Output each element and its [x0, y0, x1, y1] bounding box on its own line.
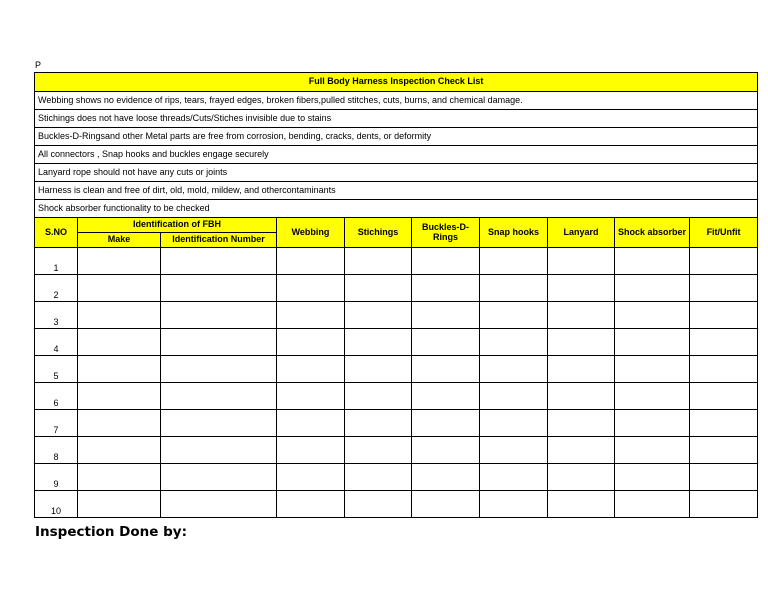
table-cell[interactable] — [345, 356, 412, 383]
table-cell[interactable] — [277, 356, 345, 383]
table-cell[interactable] — [78, 383, 161, 410]
table-cell[interactable] — [161, 464, 277, 491]
table-cell[interactable] — [615, 383, 690, 410]
table-cell[interactable] — [480, 329, 548, 356]
header-shock-absorber: Shock absorber — [615, 218, 690, 248]
table-cell[interactable] — [78, 302, 161, 329]
table-cell[interactable] — [615, 248, 690, 275]
table-cell[interactable] — [277, 491, 345, 518]
table-cell[interactable] — [412, 383, 480, 410]
table-row — [35, 383, 758, 410]
header-make: Make — [78, 233, 161, 248]
header-sno: S.NO — [35, 218, 78, 248]
table-cell[interactable] — [345, 437, 412, 464]
table-cell[interactable] — [161, 275, 277, 302]
table-cell[interactable] — [548, 410, 615, 437]
table-cell[interactable] — [345, 491, 412, 518]
table-cell[interactable] — [412, 275, 480, 302]
table-cell[interactable] — [78, 491, 161, 518]
table-cell[interactable] — [161, 302, 277, 329]
table-cell[interactable] — [161, 383, 277, 410]
table-cell[interactable] — [345, 248, 412, 275]
table-cell[interactable] — [345, 383, 412, 410]
table-cell[interactable] — [548, 464, 615, 491]
table-cell[interactable] — [480, 410, 548, 437]
table-cell[interactable] — [78, 248, 161, 275]
checklist-item: Shock absorber functionality to be checked — [35, 200, 758, 218]
table-cell[interactable] — [78, 410, 161, 437]
table-cell[interactable] — [690, 464, 758, 491]
table-cell[interactable] — [548, 491, 615, 518]
table-cell[interactable] — [277, 275, 345, 302]
inspection-done-by-label: Inspection Done by: — [35, 524, 187, 540]
table-cell[interactable] — [690, 275, 758, 302]
table-row — [35, 437, 758, 464]
table-row — [35, 410, 758, 437]
table-cell[interactable] — [690, 302, 758, 329]
row-number: 7 — [35, 410, 78, 437]
table-cell[interactable] — [161, 356, 277, 383]
table-cell[interactable] — [480, 464, 548, 491]
table-cell[interactable] — [615, 464, 690, 491]
table-cell[interactable] — [78, 275, 161, 302]
checklist-title: Full Body Harness Inspection Check List — [35, 73, 758, 92]
table-cell[interactable] — [690, 383, 758, 410]
table-cell[interactable] — [412, 329, 480, 356]
table-cell[interactable] — [412, 410, 480, 437]
table-row — [35, 356, 758, 383]
table-cell[interactable] — [161, 410, 277, 437]
table-cell[interactable] — [161, 329, 277, 356]
table-row — [35, 302, 758, 329]
table-cell[interactable] — [615, 437, 690, 464]
table-cell[interactable] — [690, 437, 758, 464]
table-cell[interactable] — [615, 329, 690, 356]
row-number: 10 — [35, 491, 78, 518]
table-cell[interactable] — [161, 491, 277, 518]
checklist-item: Stichings does not have loose threads/Cuts/Stiches invisible due to stains — [35, 110, 758, 128]
row-number: 9 — [35, 464, 78, 491]
table-cell[interactable] — [345, 410, 412, 437]
table-row — [35, 464, 758, 491]
header-id-number: Identification Number — [161, 233, 277, 248]
table-row — [35, 248, 758, 275]
table-cell[interactable] — [690, 491, 758, 518]
table-cell[interactable] — [548, 302, 615, 329]
page-marker: P — [35, 60, 42, 70]
table-cell[interactable] — [690, 248, 758, 275]
table-cell[interactable] — [78, 437, 161, 464]
inspection-checklist-table — [34, 72, 758, 518]
table-row — [35, 491, 758, 518]
table-cell[interactable] — [345, 302, 412, 329]
table-cell[interactable] — [277, 329, 345, 356]
table-cell[interactable] — [161, 437, 277, 464]
table-cell[interactable] — [345, 464, 412, 491]
table-cell[interactable] — [480, 356, 548, 383]
table-cell[interactable] — [277, 437, 345, 464]
table-cell[interactable] — [615, 410, 690, 437]
table-cell[interactable] — [412, 437, 480, 464]
table-cell[interactable] — [615, 302, 690, 329]
row-number: 5 — [35, 356, 78, 383]
table-cell[interactable] — [345, 329, 412, 356]
header-identification: Identification of FBH — [78, 218, 277, 233]
table-cell[interactable] — [548, 248, 615, 275]
table-cell[interactable] — [412, 464, 480, 491]
checklist-item: Harness is clean and free of dirt, old, mold, mildew, and othercontaminants — [35, 182, 758, 200]
header-stichings: Stichings — [345, 218, 412, 248]
table-cell[interactable] — [548, 437, 615, 464]
table-row — [35, 329, 758, 356]
header-webbing: Webbing — [277, 218, 345, 248]
table-cell[interactable] — [480, 491, 548, 518]
table-cell[interactable] — [480, 437, 548, 464]
table-cell[interactable] — [277, 248, 345, 275]
table-cell[interactable] — [412, 248, 480, 275]
table-cell[interactable] — [78, 329, 161, 356]
row-number: 4 — [35, 329, 78, 356]
table-cell[interactable] — [480, 302, 548, 329]
table-cell[interactable] — [161, 248, 277, 275]
table-cell[interactable] — [480, 248, 548, 275]
row-number: 2 — [35, 275, 78, 302]
table-cell[interactable] — [277, 383, 345, 410]
table-cell[interactable] — [615, 356, 690, 383]
table-row — [35, 275, 758, 302]
header-snap-hooks: Snap hooks — [480, 218, 548, 248]
header-lanyard: Lanyard — [548, 218, 615, 248]
table-cell[interactable] — [480, 383, 548, 410]
row-number: 6 — [35, 383, 78, 410]
table-cell[interactable] — [548, 329, 615, 356]
table-cell[interactable] — [548, 383, 615, 410]
checklist-item: All connectors , Snap hooks and buckles engage securely — [35, 146, 758, 164]
table-cell[interactable] — [412, 302, 480, 329]
table-cell[interactable] — [277, 410, 345, 437]
table-cell[interactable] — [345, 275, 412, 302]
table-cell[interactable] — [412, 356, 480, 383]
checklist-item: Lanyard rope should not have any cuts or joints — [35, 164, 758, 182]
table-cell[interactable] — [615, 275, 690, 302]
table-cell[interactable] — [690, 356, 758, 383]
table-cell[interactable] — [690, 410, 758, 437]
row-number: 3 — [35, 302, 78, 329]
header-buckles: Buckles-D-Rings — [412, 218, 480, 248]
table-cell[interactable] — [548, 356, 615, 383]
table-cell[interactable] — [277, 302, 345, 329]
checklist-item: Webbing shows no evidence of rips, tears, frayed edges, broken fibers,pulled stitches, cuts, burns, and chemical damage. — [35, 92, 758, 110]
table-cell[interactable] — [615, 491, 690, 518]
table-cell[interactable] — [480, 275, 548, 302]
table-cell[interactable] — [78, 464, 161, 491]
table-cell[interactable] — [690, 329, 758, 356]
checklist-item: Buckles-D-Ringsand other Metal parts are free from corrosion, bending, cracks, dents, or deformity — [35, 128, 758, 146]
table-cell[interactable] — [277, 464, 345, 491]
table-cell[interactable] — [548, 275, 615, 302]
table-cell[interactable] — [78, 356, 161, 383]
header-fit-unfit: Fit/Unfit — [690, 218, 758, 248]
table-cell[interactable] — [412, 491, 480, 518]
row-number: 8 — [35, 437, 78, 464]
row-number: 1 — [35, 248, 78, 275]
